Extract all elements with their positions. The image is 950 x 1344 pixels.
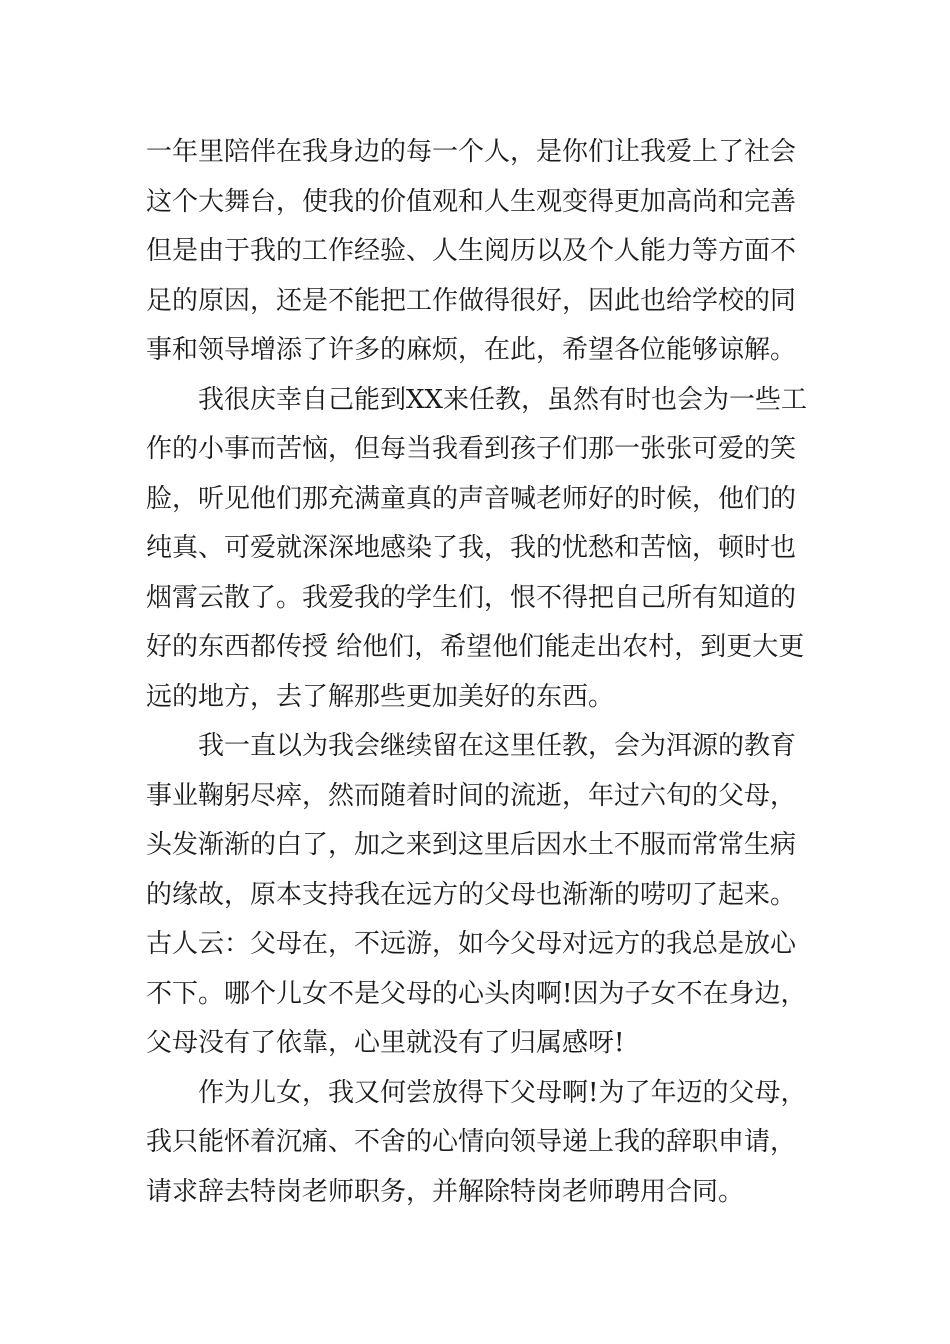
text-line: 纯真、可爱就深深地感染了我，我的忧愁和苦恼，顿时也 xyxy=(146,533,797,563)
paragraph-start-line: 作为儿女，我又何尝放得下父母啊!为了年迈的父母， xyxy=(198,1077,807,1108)
paragraph-start-line: 我一直以为我会继续留在这里任教，会为洱源的教育 xyxy=(198,731,797,761)
text-line: 的缘故，原本支持我在远方的父母也渐渐的唠叨了起来。 xyxy=(146,879,797,910)
body-text xyxy=(146,128,826,1217)
text-line: 我只能怀着沉痛、不舍的心情向领导递上我的辞职申请， xyxy=(146,1127,797,1157)
text-line: 这个大舞台，使我的价值观和人生观变得更加高尚和完善 xyxy=(146,186,797,217)
paragraph-start-line: 我很庆幸自己能到XX来任教，虽然有时也会为一些工 xyxy=(198,384,808,415)
text-line: 古人云：父母在，不远游，如今父母对远方的我总是放心 xyxy=(146,929,797,959)
text-line: 但是由于我的工作经验、人生阅历以及个人能力等方面不 xyxy=(146,236,797,266)
text-line: 足的原因，还是不能把工作做得很好，因此也给学校的同 xyxy=(146,285,797,316)
text-line: 脸，听见他们那充满童真的声音喊老师好的时候，他们的 xyxy=(146,483,797,514)
text-line: 不下。哪个儿女不是父母的心头肉啊!因为子女不在身边， xyxy=(146,978,807,1009)
text-line: 烟霄云散了。我爱我的学生们，恨不得把自己所有知道的 xyxy=(146,582,797,613)
text-line: 头发渐渐的白了，加之来到这里后因水土不服而常常生病 xyxy=(146,830,797,860)
text-line: 事和领导增添了许多的麻烦，在此，希望各位能够谅解。 xyxy=(146,335,797,365)
text-line: 作的小事而苦恼，但每当我看到孩子们那一张张可爱的笑 xyxy=(146,434,797,464)
text-line: 事业鞠躬尽瘁，然而随着时间的流逝，年过六旬的父母， xyxy=(146,780,797,811)
text-line: 远的地方，去了解那些更加美好的东西。 xyxy=(146,681,615,712)
text-line: 好的东西都传授 给他们，希望他们能走出农村，到更大更 xyxy=(146,632,805,662)
text-line: 一年里陪伴在我身边的每一个人，是你们让我爱上了社会 xyxy=(146,137,797,167)
text-line: 请求辞去特岗老师职务，并解除特岗老师聘用合同。 xyxy=(146,1176,745,1207)
text-line: 父母没有了依靠，心里就没有了归属感呀! xyxy=(146,1028,625,1058)
